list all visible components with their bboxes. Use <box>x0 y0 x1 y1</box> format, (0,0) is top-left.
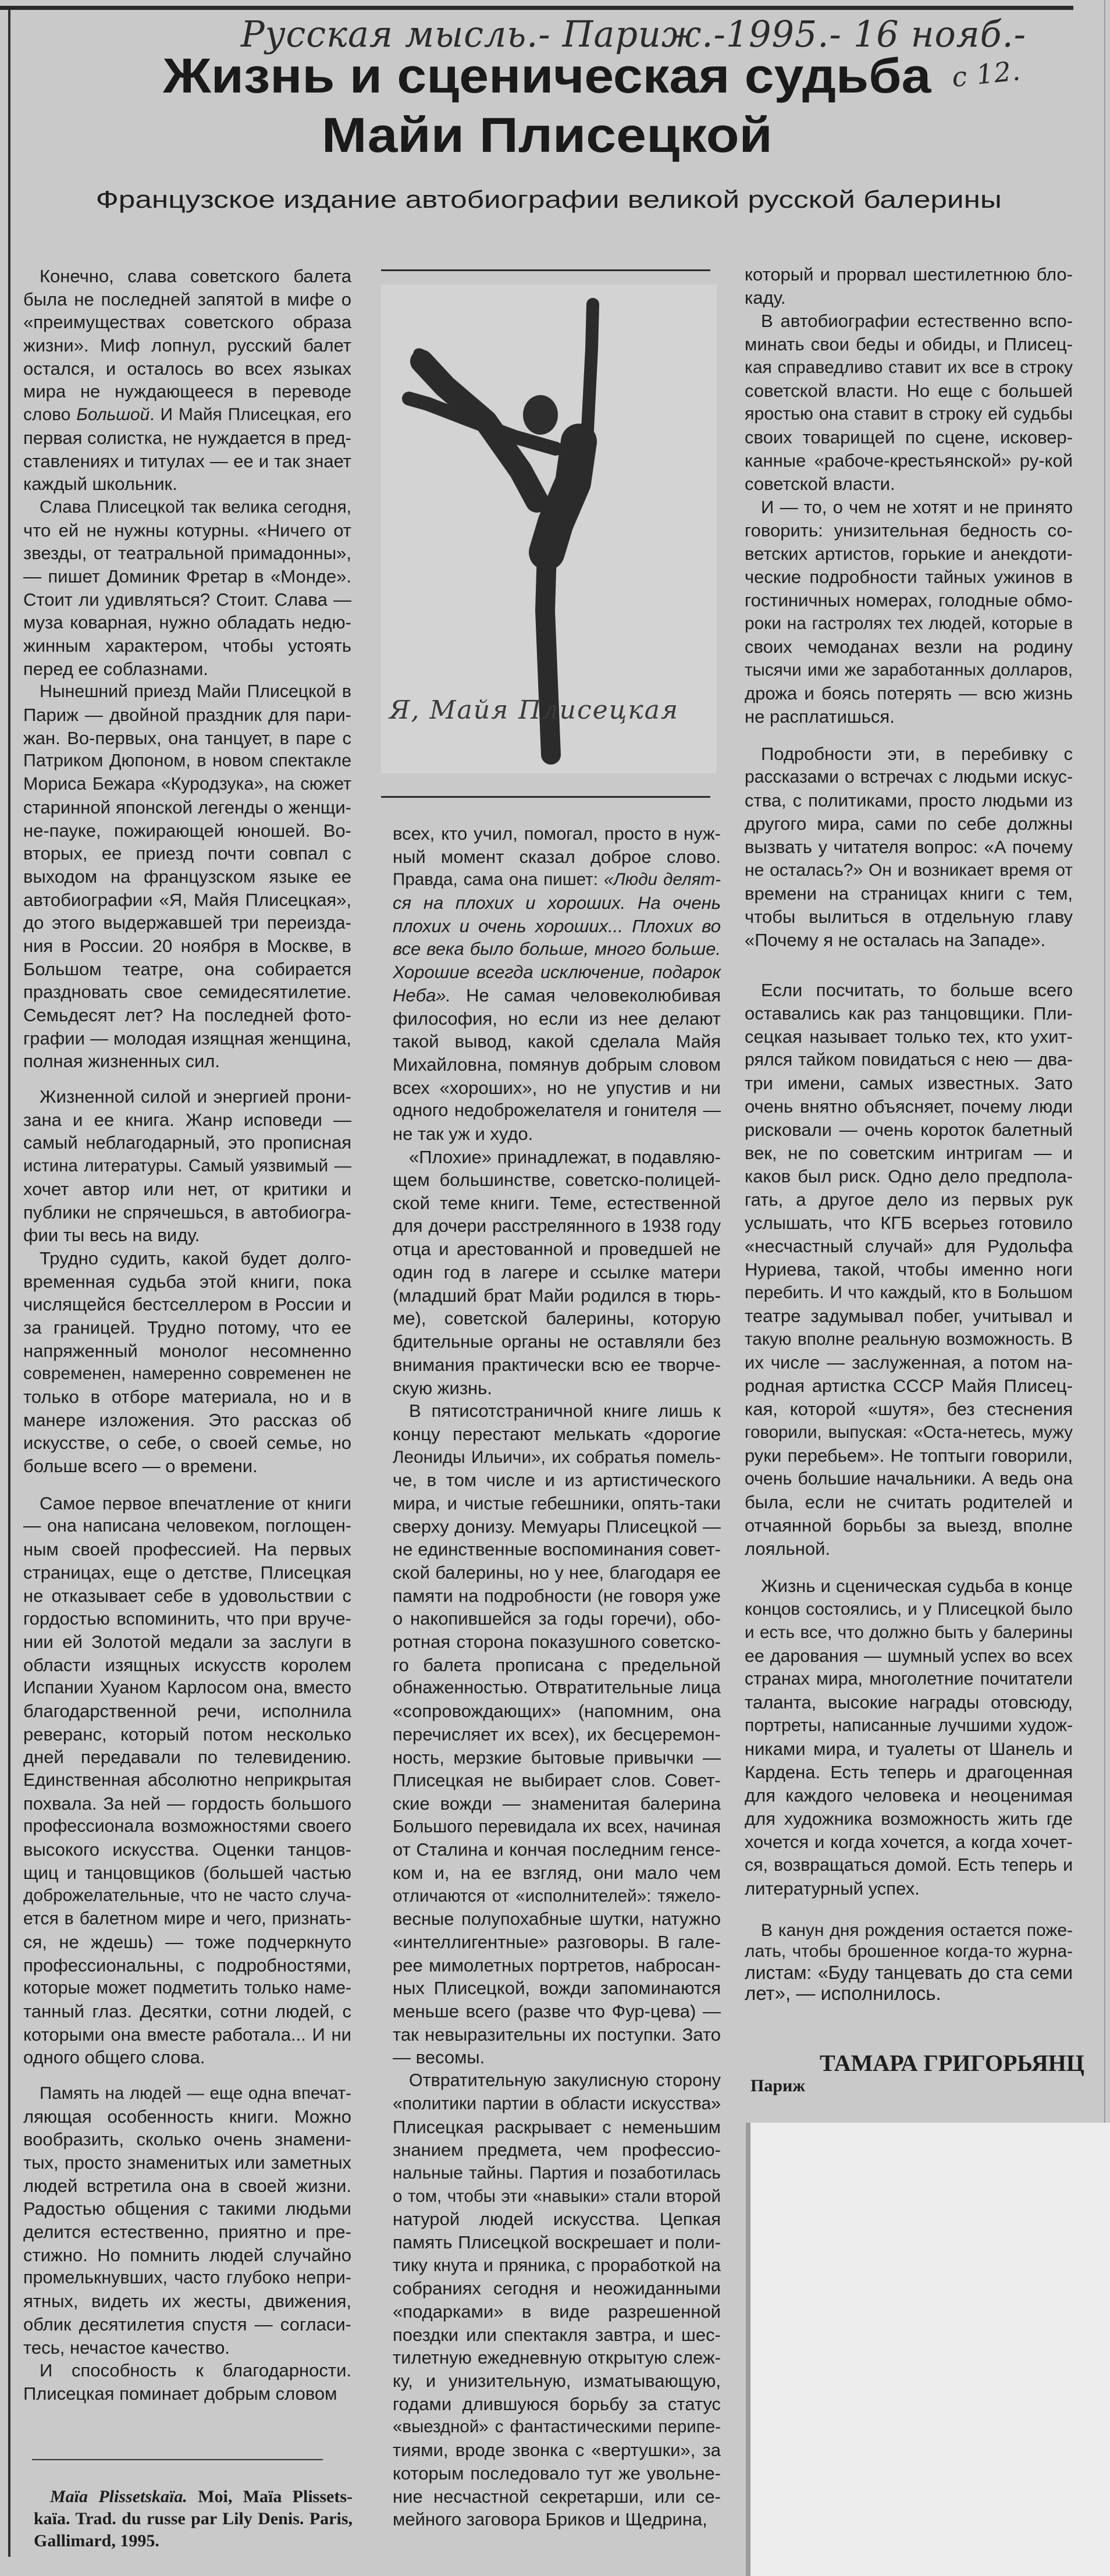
text-line: выходом на французском языке ее <box>23 866 351 887</box>
text-line: публики не спрячешься, в автобиогра- <box>23 1202 351 1223</box>
text-line: всех «хороших», но не упустив и ни <box>393 1077 721 1098</box>
paragraph <box>745 263 1073 310</box>
text-line: профессионала возможностями своего <box>23 1816 351 1836</box>
text-line: искусстве, о себе, о своей семье, но <box>23 1433 351 1454</box>
text-line: не осталась?» Он и возникает время от <box>745 861 1073 880</box>
text-line: праздновать свое семидесятилетие. <box>23 982 351 1003</box>
text-line: ее дарования — шумный успех во всех <box>745 1646 1073 1666</box>
text-line: Подробности эти, в перебивку с <box>761 744 1073 764</box>
text-line: такой вывод, какой сделала Майя <box>393 1031 721 1052</box>
text-line: рее мимолетных портретов, набросан- <box>393 1955 721 1975</box>
text-line: людей встретила она в своей жизни. <box>23 2175 351 2196</box>
text-line: собраниях сегодня и неожиданными <box>393 2278 721 2299</box>
text-line: что ей не нужны котурны. «Ничего от <box>23 520 351 541</box>
text-line: кая, которой «шутя», без стеснения <box>745 1399 1073 1419</box>
text-line: автобиографии «Я, Майя Плисецкая», <box>23 889 351 910</box>
text-line: полная жизненных сил. <box>23 1051 220 1072</box>
text-line: Отвратительную закулисную сторону <box>409 2070 721 2091</box>
paragraph <box>745 496 1073 729</box>
text-line: своих товарищей по сцене, исковер- <box>745 427 1073 447</box>
text-line: гордостью вспоминить, что при вруче- <box>23 1608 351 1629</box>
article-column-2 <box>393 822 721 2531</box>
text-line: хочется и когда хочется, а когда хочет- <box>745 1832 1073 1852</box>
italic-text: все века было больше, много больше. <box>393 939 721 960</box>
dateline-place: Париж <box>750 2076 806 2095</box>
text-line: тилетную ежедневную открытую слеж- <box>393 2347 721 2368</box>
text-line: реверанс, который потом несколько <box>23 1724 351 1744</box>
text-line: для дочери расстрелянного в 1938 году <box>393 1216 721 1236</box>
text-line: делится естественно, приятно и пре- <box>23 2222 351 2243</box>
text-line: зана и ее книга. Жанр исповеди — <box>23 1109 351 1130</box>
text-line: жан. Во-первых, она танцует, в паре с <box>23 727 351 748</box>
text-line: доброжелательные, что не часто случа- <box>23 1886 351 1906</box>
text-line: «Почему я не осталась на Западе». <box>745 930 1046 950</box>
paragraph <box>23 1085 351 1247</box>
text-line: памяти на подробности (не говоря уже <box>393 1585 721 1606</box>
text-line: одного недоброжелателя и гонителя — <box>393 1100 721 1121</box>
paragraph <box>393 2069 721 2531</box>
text-line: профессиональны, с подробностями, <box>23 1955 351 1975</box>
footnote-rule <box>32 2459 323 2460</box>
text-line: натурой людей искусства. Цепкая <box>393 2209 721 2230</box>
text-line: для художника возможность жить где <box>745 1808 1073 1829</box>
text-line: сецкая называет только тех, кто ухит- <box>745 1026 1073 1047</box>
text-line: щем большинстве, советско-полицей- <box>393 1170 721 1191</box>
headline-text-1: Жизнь и сценическая судьба <box>163 48 931 103</box>
text-line: Стоит ли удивляться? Стоит. Слава — <box>23 589 351 610</box>
italic-text: ся на плохих и хороших. На очень <box>393 893 721 914</box>
article-column-1 <box>23 265 351 2406</box>
text-line: тых, просто знаменитых или заметных <box>23 2152 351 2173</box>
text-line: ность, мерзкие бытовые привычки — <box>393 1747 721 1768</box>
italic-text: Большой <box>76 405 150 425</box>
paragraph <box>23 1492 351 2069</box>
italic-text: Неба». <box>393 985 451 1005</box>
subheadline <box>0 187 1097 212</box>
left-column-rule <box>8 8 10 2557</box>
paragraph <box>23 496 351 681</box>
text-line: кая справедливо ставит их все в строку <box>745 358 1073 377</box>
text-line: истина литературы. Самый уязвимый — <box>23 1156 351 1176</box>
text-line: страницах, еще о детстве, Плисецкая <box>23 1562 351 1583</box>
text-line: Испании Хуаном Карлосом она, вместо <box>23 1678 351 1698</box>
paragraph <box>23 265 351 496</box>
text-line: «Плохие» принадлежат, в подавляю- <box>409 1146 721 1167</box>
text-line: первая солистка, не нуждается в пред- <box>23 427 351 448</box>
text-line: Большого перевидала их всех, начиная <box>393 1817 721 1836</box>
text-line: ставлениях и титулах — ее и так знает <box>23 450 351 471</box>
text-line: Кардена. Есть теперь и драгоценная <box>745 1762 1073 1782</box>
text-line: Большом театре, она собирается <box>23 958 351 979</box>
text-line: «интеллигентные» разговоры. В гале- <box>393 1932 721 1952</box>
text-line: концов состоялись, и у Плисецкой было <box>745 1600 1073 1619</box>
top-rule <box>0 6 1073 10</box>
text-line: своих чемоданах везли на родину <box>745 637 1073 657</box>
italic-text: плохих и очень хороших... Плохих во <box>393 915 721 936</box>
italic-text: «Люди делят- <box>603 870 721 890</box>
text-line: не так уж и худо. <box>393 1123 533 1144</box>
text-line: чтобы вылиться в отдельную главу <box>745 907 1073 927</box>
book-reference-footnote <box>34 2486 353 2552</box>
text-line: Жизнь и сценическая судьба в конце <box>761 1576 1073 1596</box>
text-line: весные полупохабные шутки, натужно <box>393 1909 721 1930</box>
text-line: странах мира, многолетние почитатели <box>745 1669 1073 1689</box>
text-line: мира не нуждающееся в переводе <box>23 381 351 402</box>
text-line: «политики партии в области искусства» <box>393 2094 721 2113</box>
text-line: которые может подметить только наме- <box>23 1978 351 1998</box>
text-line: области изящных искусств королем <box>23 1654 351 1675</box>
paragraph <box>23 2082 351 2359</box>
text-line: каду. <box>745 287 786 308</box>
text-line: В пятисотстраничной книге лишь к <box>409 1401 721 1422</box>
text-line: Михайловна, помянув добрым словом <box>393 1054 721 1075</box>
text-line: муза коварная, нужно обладать недю- <box>23 612 351 633</box>
text-line: современен, намеренно современен не <box>23 1364 351 1384</box>
text-line: больше всего — о времени. <box>23 1456 258 1477</box>
text-line: советской власти. Но еще с большей <box>745 381 1073 401</box>
text-line: Плисецкая не выбирает слов. Совет- <box>393 1770 721 1791</box>
text-line: отличаются от «исполнителей»: тяжело- <box>393 1886 721 1906</box>
text-line: нии ей Золотой медали за заслуги в <box>23 1631 351 1652</box>
text-line <box>34 2486 353 2508</box>
text-line: перебить. И что каждый, кто в Большом <box>745 1283 1073 1302</box>
text-line: не единственные воспоминания совет- <box>393 1539 721 1560</box>
paragraph <box>745 1575 1073 1900</box>
text-line: остался, и осталось во всех языках <box>23 358 351 379</box>
text-line: не отказывает себе в удовольствии с <box>23 1585 351 1606</box>
text-line: лояльной. <box>745 1539 830 1559</box>
text-line: Плисецкая поминает добрым словом <box>23 2383 337 2404</box>
text-line: Леониды Ильичи», их собратья помель- <box>393 1447 721 1467</box>
text-line: советской власти. <box>745 474 895 494</box>
text-line: каков был риск. Одно дело предпола- <box>745 1166 1073 1186</box>
text-line: которым последовало тут же увольне- <box>393 2463 721 2483</box>
clipping-edge <box>1104 0 1105 2124</box>
text-line: рассказами о встречах с людьми искус- <box>745 768 1073 787</box>
text-line: три имени, самых известных. Зато <box>745 1073 1073 1093</box>
text-line: не расплатишься. <box>745 706 895 727</box>
text-line: Трудно судить, какой будет долго- <box>40 1248 351 1269</box>
text-line: таланта, высокие награды отовсюду, <box>745 1692 1073 1712</box>
handwritten-page-note: с 12. <box>950 54 1023 94</box>
text-line: меньше всего (разве что Фур-цева) — <box>393 2001 721 2022</box>
text-line <box>393 961 721 984</box>
text-line: Если посчитать, то больше всего <box>761 980 1073 1000</box>
text-line: перед ее соблазнами. <box>23 658 208 679</box>
photo-rule-top <box>381 269 710 271</box>
text-line: Патриком Дюпоном, в новом спектакле <box>23 751 351 771</box>
text-line: поездки или спектакля завтра, и шес- <box>393 2324 721 2345</box>
text-line: Париж — двойной праздник для пари- <box>23 705 351 726</box>
handwritten-source-note: Русская мысль.- Париж.-1995.- 16 нояб.- <box>241 13 1026 55</box>
text-line: ным своей профессией. На первых <box>23 1539 351 1560</box>
text-line: перечисляет их всех), их бесцеремон- <box>393 1724 721 1744</box>
text-line: И — то, о чем не хотят и не принято <box>761 497 1073 517</box>
text-line: лать, чтобы брошенное когда-то журна- <box>745 1942 1073 1961</box>
text-line: В канун дня рождения остается поже- <box>761 1921 1073 1940</box>
text-line: память Плисецкой воскрешает и поли- <box>393 2232 721 2252</box>
text-line: «несчастный случай» для Рудольфа <box>745 1236 1073 1256</box>
text-segment: Moi, Maïa Plissets- <box>187 2487 353 2506</box>
text-line: годами длившуюся борьбу за статус <box>393 2393 721 2414</box>
text-line: очень большие начальники. А ведь она <box>745 1469 1073 1488</box>
text-line: ку, и унизительную, изматывающую, <box>393 2371 721 2392</box>
paragraph <box>745 742 1073 952</box>
text-line: Единственная абсолютно неприкрытая <box>23 1770 351 1790</box>
text-line: всех, кто учил, помогал, просто в нуж- <box>393 823 721 844</box>
text-line: Конечно, слава советского балета <box>40 266 351 286</box>
text-line: напряженный монолог несомненно <box>23 1340 351 1361</box>
text-line: который и прорвал шестилетнюю бло- <box>745 264 1073 285</box>
text-line: театре задумывал побег, учитывал и <box>745 1306 1073 1326</box>
paragraph <box>745 979 1073 1561</box>
text-line: другого мира, сами по себе должны <box>745 813 1073 834</box>
text-line: времени на страницах книги с тем, <box>745 883 1073 904</box>
text-line: «преимуществах советского образа <box>23 312 351 333</box>
text-line: ме), советской балерины, которую <box>393 1308 721 1329</box>
text-line: ской теме книги. Теме, естественной <box>393 1193 721 1213</box>
text-line: мира, и чистые гебешники, опять-таки <box>393 1493 721 1513</box>
text-line: жинным характером, чтобы устоять <box>23 635 351 656</box>
text-line: и есть все, что должно быть у балерины <box>745 1623 1073 1642</box>
text-line: че, в том числе и из артистического <box>393 1470 721 1491</box>
text-line: ния в России. 20 ноября в Москве, в <box>23 935 351 956</box>
text-line: ские вожди — знаменитая балерина <box>393 1793 721 1814</box>
text-line: Слава Плисецкой так велика сегодня, <box>40 497 351 517</box>
text-line <box>393 891 721 915</box>
text-line: мейного заговора Бриков и Щедрина, <box>393 2509 707 2530</box>
photo-rule-bottom <box>381 796 710 798</box>
text-line: Семьдесят лет? На последней фото- <box>23 1005 351 1025</box>
text-line: ный момент сказал доброе слово. <box>393 846 721 867</box>
headline-line-1 <box>0 48 1094 103</box>
text-line: ся, возвращаться домой. Есть теперь и <box>745 1856 1073 1875</box>
text-line: Мориса Бежара «Куродзука», на сюжет <box>23 774 351 794</box>
text-line: концу перестают мелькать «дорогие <box>393 1423 721 1444</box>
text-line: (младший брат Майи родился в тюрь- <box>393 1285 721 1306</box>
article-column-3 <box>745 263 1073 2004</box>
paragraph <box>745 1920 1073 2004</box>
text-line: не-пауке, пожирающей юношей. Во- <box>23 820 351 841</box>
text-line: «сопровождающих» (напомним, она <box>393 1701 721 1722</box>
text-line: промелькнувших, часто глубоко непри- <box>23 2268 351 2288</box>
text-line: листам: «Буду танцевать до ста семи <box>745 1962 1073 1983</box>
text-line: ком и, на ее взгляд, они мало чем <box>393 1862 721 1883</box>
text-line: временная судьба этой книги, пока <box>23 1271 351 1292</box>
text-line: литературный успех. <box>745 1878 920 1899</box>
text-line: была, если не считать родителей и <box>745 1492 1073 1512</box>
text-line: канные «рабоче-крестьянской» ру-кой <box>745 450 1073 471</box>
text-line: портреты, написанные лучшими худож- <box>745 1716 1073 1735</box>
text-line: вообразить, сколько очень знамени- <box>23 2129 351 2150</box>
text-line: тысячи ими же заработанных долларов, <box>745 660 1073 680</box>
blank-paper-area <box>746 2123 1110 2576</box>
paragraph <box>393 1399 721 2069</box>
text-line: звезды, от театральной примадонны», <box>23 543 351 564</box>
text-line: сверху донизу. Мемуары Плисецкой — <box>393 1516 721 1537</box>
text-line: дней передавали по телевидению. <box>23 1747 351 1768</box>
text-line: похвала. За ней — гордость большого <box>23 1793 351 1814</box>
text-line: отчаянной борьбы за выезд, вполне <box>745 1515 1073 1536</box>
text-line: обнаженностью. Отвратительные лица <box>393 1678 721 1698</box>
text-line: тесь, нечастое качество. <box>23 2337 230 2358</box>
text-line: щиц и танцовщиков (большей частью <box>23 1862 351 1883</box>
text-line: очень внятно объясняет, почему люди <box>745 1096 1073 1117</box>
text-line: — пишет Доминик Фретар в «Монде». <box>23 566 351 587</box>
text-line: ской балерины, но у нее, благодаря ее <box>393 1562 721 1583</box>
text-line: жизни». Миф лопнул, русский балет <box>23 335 351 356</box>
paragraph <box>393 1146 721 1400</box>
text-line: старинной японской легенды о женщи- <box>23 797 351 818</box>
text-line: знанием предмета, чем профессио- <box>393 2140 721 2161</box>
text-line: ется в балетном мире и чего, признать- <box>23 1909 351 1929</box>
italic-text: Хорошие всегда исключение, подарок <box>393 962 721 983</box>
text-line: рисковали — очень короток балетный <box>745 1120 1073 1140</box>
italic-text: Maïa Plissetskaïa. <box>50 2487 187 2506</box>
text-line: рялся тайком повидаться с нею — два- <box>745 1050 1073 1070</box>
text-segment: Правда, сама она пишет: <box>393 870 604 890</box>
text-line: ветских артистов, горькие и анекдоти- <box>745 543 1073 564</box>
text-line: скую жизнь. <box>393 1377 492 1398</box>
text-line: говорить: унизительная бедность со- <box>745 520 1073 541</box>
text-line: стижно. Но помнить людей случайно <box>23 2244 351 2265</box>
subheadline-text: Французское издание автобиографии великой русской балерины <box>95 186 1002 213</box>
text-line: одного общего слова. <box>23 2047 205 2068</box>
paragraph <box>745 310 1073 496</box>
text-line: «выездной» с фантастическими перипе- <box>393 2417 721 2437</box>
text-line: высокого искусства. Оценки танцов- <box>23 1839 351 1860</box>
text-line: нальные тайны. Партия и позаботилась <box>393 2163 721 2183</box>
text-line: — она написана человеком, поглощен- <box>23 1516 351 1536</box>
headline-line-2 <box>0 108 1094 162</box>
text-line: Плисецкая раскрывает с неменьшим <box>393 2116 721 2137</box>
text-line: которыми она вместе работала... И ни <box>23 2024 351 2045</box>
text-line: гостиничных номерах, голодные обмо- <box>745 590 1073 610</box>
text-line: Самое первое впечатление от книги <box>40 1493 351 1513</box>
text-line: такую вполне реальную возможность. В <box>745 1330 1073 1349</box>
text-line: В автобиографии естественно вспо- <box>761 311 1073 331</box>
text-line: философия, но если из нее делают <box>393 1008 721 1029</box>
text-line: от Сталина и кончая последним генсе- <box>393 1839 721 1860</box>
text-line: Память на людей — еще одна впечат- <box>40 2083 351 2103</box>
text-line: «подарками» в виде разрешенной <box>393 2301 721 2322</box>
text-line: ных Плисецкой, вожди запоминаются <box>393 1978 721 1999</box>
text-line: внимания практически всю ее творче- <box>393 1354 721 1375</box>
dancer-head <box>523 395 558 435</box>
text-line: фии ты весь на виду. <box>23 1225 200 1246</box>
text-line: манере изложения. Это рассказ об <box>23 1409 351 1430</box>
text-line: И способность к благодарности. <box>40 2360 351 2381</box>
text-line: дрожа и боясь потерять — всю жизнь <box>745 683 1073 703</box>
text-line: гать, а другое дело из первых рук <box>745 1189 1073 1210</box>
text-line: вторых, ее приезд почти совпал с <box>23 843 351 864</box>
text-line: была не последней запятой в мифе о <box>23 289 351 310</box>
text-segment: . И Майя Плисецкая, его <box>150 405 351 425</box>
paragraph <box>23 2359 351 2405</box>
text-line: говорили, выпуская: «Оста-нетесь, мужу <box>745 1423 1073 1442</box>
text-line: до этого выдержавшей три переизда- <box>23 912 351 933</box>
text-line: только в отборе материала, но и в <box>23 1387 351 1407</box>
text-line: ляющая особенность книги. Можно <box>23 2106 351 2127</box>
text-line: век, не по советским интригам — и <box>745 1143 1073 1163</box>
text-line: тиями, вроде звонка с «вертушки», за <box>393 2440 721 2461</box>
text-line <box>393 937 721 961</box>
paragraph <box>23 1247 351 1478</box>
text-line: Нынешний приезд Майи Плисецкой в <box>40 682 351 702</box>
paragraph <box>23 680 351 1073</box>
text-line: отца и арестованной и проведшей не <box>393 1239 721 1260</box>
photo-signature: Я, Майя Плисецкая <box>389 695 679 725</box>
text-line: хочет автор или нет, от критики и <box>23 1178 351 1199</box>
text-line: ства, с политиками, просто людьми из <box>745 790 1073 811</box>
text-line <box>393 984 721 1007</box>
text-line: бдительные органы не оставляли без <box>393 1331 721 1352</box>
ballerina-photo <box>381 285 717 773</box>
text-line: никами мира, и туалеты от Шанель и <box>745 1739 1073 1759</box>
text-line: каждый школьник. <box>23 474 177 495</box>
text-line: их числе — заслуженная, а потом на- <box>745 1352 1073 1373</box>
text-line <box>23 403 351 427</box>
text-line <box>393 915 721 938</box>
text-line: услышать, что КГБ всерьез готовило <box>745 1213 1073 1233</box>
text-line: ся, не ждешь) — тоже подчеркнуто <box>23 1931 351 1952</box>
text-line: оставались как раз танцовщики. Пли- <box>745 1003 1073 1024</box>
text-line: один год в лагере и ссылке матери <box>393 1262 721 1283</box>
text-line <box>393 868 721 891</box>
text-line: Нуриева, такой, чтобы именно ноги <box>745 1259 1073 1280</box>
text-line: ятных, видеть их жесты, движения, <box>23 2291 351 2312</box>
text-line: ческие подробности тайных ужинов в <box>745 567 1073 587</box>
text-line: так невыразительны их поступки. Зато <box>393 2024 721 2045</box>
text-line: Gallimard, 1995. <box>34 2531 159 2550</box>
text-line: руки перебьем». Не топтыги говорили, <box>745 1445 1073 1466</box>
text-line: за границей. Трудно потому, что ее <box>23 1317 351 1338</box>
text-segment: Не самая человеколюбивая <box>451 985 721 1005</box>
headline-text-2: Майи Плисецкой <box>321 108 773 162</box>
text-line: — весомы. <box>393 2047 485 2068</box>
text-line: Жизненной силой и энергией прони- <box>40 1086 351 1107</box>
text-line: о накопившейся за годы горечи), обо- <box>393 1608 721 1629</box>
text-line: kaïa. Trad. du russe par Lily Denis. Paris, <box>34 2509 353 2528</box>
text-line: вызвать у читателя вопрос: «А почему <box>745 837 1073 857</box>
text-line: облик десятилетия спустя — согласи- <box>23 2314 351 2335</box>
text-line: минать свои беды и обиды, и Плисец- <box>745 334 1073 354</box>
text-line: танный глаз. Десятки, сотни людей, с <box>23 2001 351 2021</box>
text-line: о том, чтобы эти «навыки» стали второй <box>393 2186 721 2206</box>
text-line: лет», — исполнилось. <box>745 1982 941 2004</box>
text-line: тику кнута и пряника, с проработкой на <box>393 2255 721 2275</box>
text-line: благодарственной речи, исполнила <box>23 1700 351 1721</box>
author-byline: ТАМАРА ГРИГОРЬЯНЦ <box>820 2050 1084 2076</box>
text-line: графии — молодая изящная женщина, <box>23 1028 351 1049</box>
text-line: родная артистка СССР Майя Плисец- <box>745 1376 1073 1396</box>
text-line: яростью она ставит в строку ей судьбы <box>745 404 1073 424</box>
text-line: для каждого человека и неоценимая <box>745 1785 1073 1806</box>
text-line: го балета прописана с предельной <box>393 1654 721 1675</box>
paragraph <box>393 822 721 1146</box>
text-line: ние несчастной секретарши, или се- <box>393 2486 721 2507</box>
text-line: роки на гастролях тех людей, которые в <box>745 614 1073 633</box>
text-line: Радостью общения с такими людьми <box>23 2198 351 2219</box>
text-line: ротная сторона показушного советско- <box>393 1632 721 1653</box>
text-segment: слово <box>23 405 77 425</box>
text-line: самый неблагодарный, это прописная <box>23 1132 351 1153</box>
text-line: числящейся бестселлером в России и <box>23 1294 351 1315</box>
